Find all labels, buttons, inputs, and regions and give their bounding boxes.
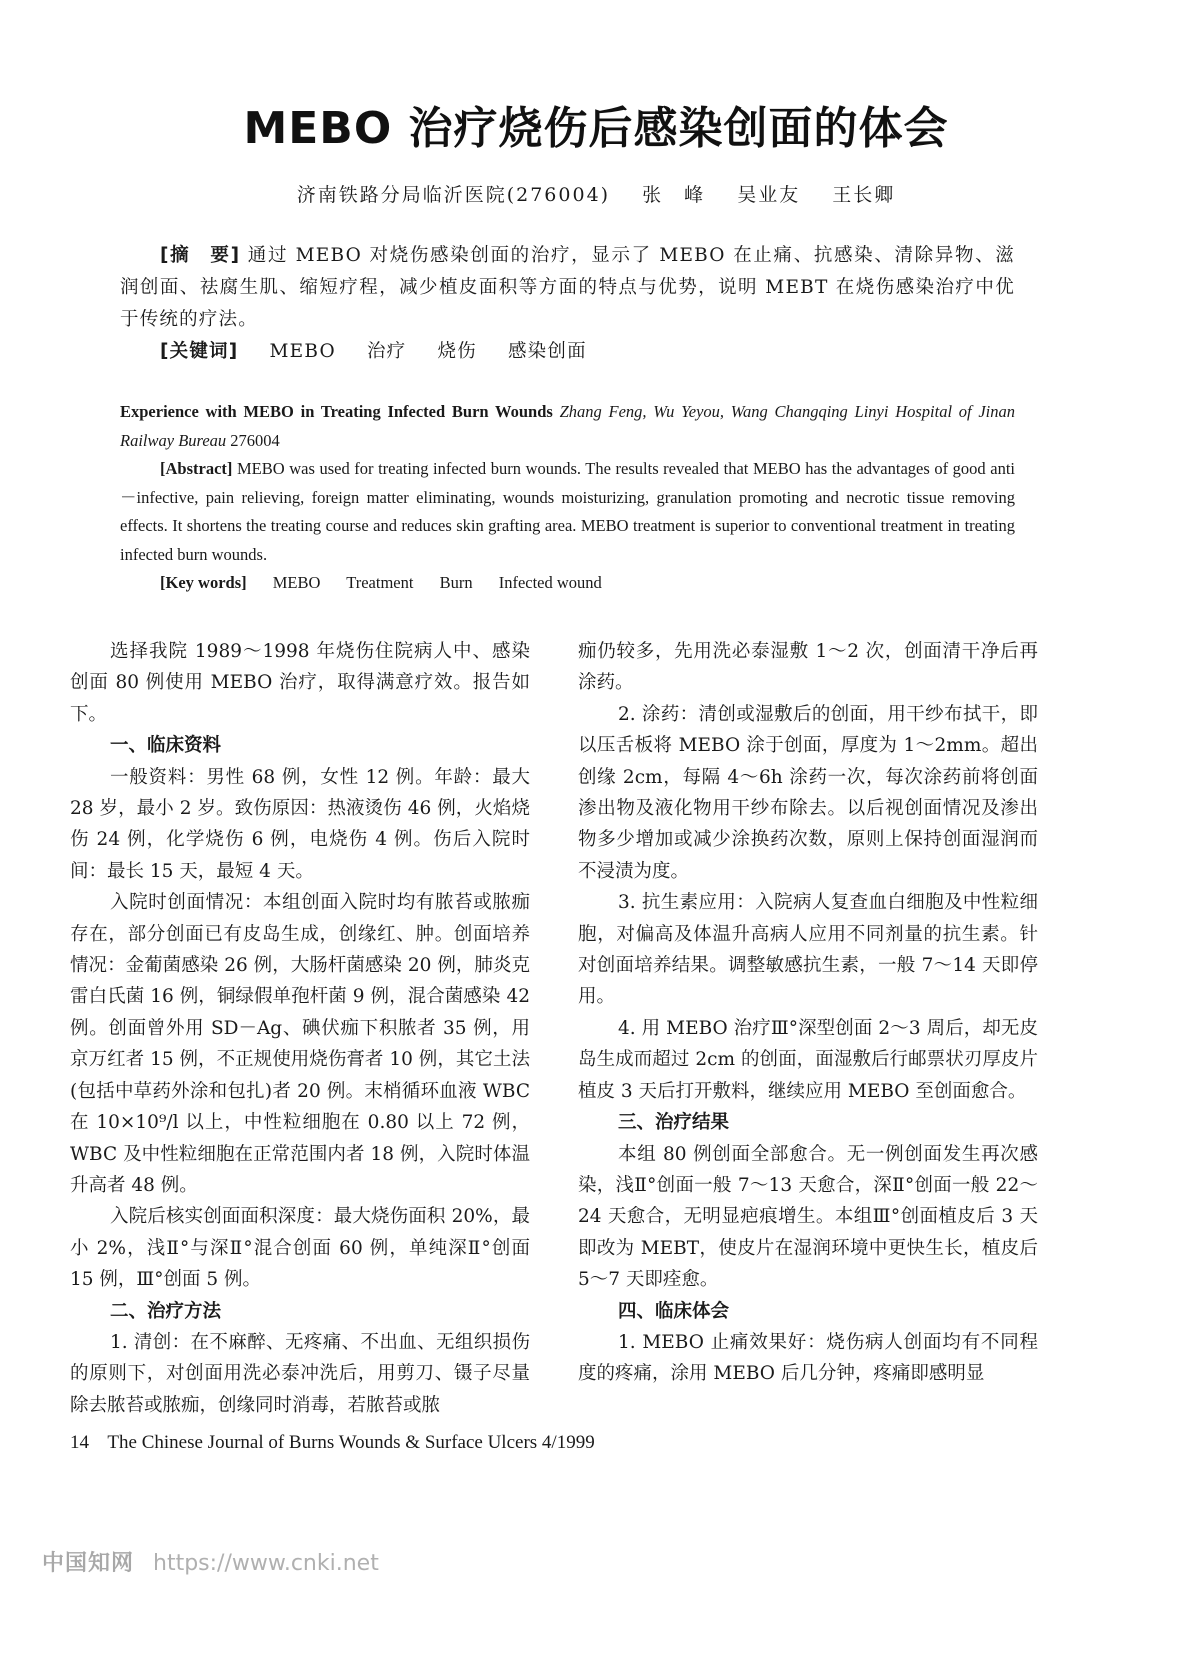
english-abstract-text: MEBO was used for treating infected burn wounds. The results revealed that MEBO has the advantages of good anti－infective, pain relieving, foreign matter eliminating, wounds moisturizing, granulation promoting and necrotic tissue removing effects. It shortens the treating course and reduces skin grafting area. MEBO treatment is superior to conventional treatment in treating infected burn wounds. [120, 459, 1015, 564]
english-abstract-label: [Abstract] [160, 459, 233, 478]
keywords-label: [关键词] [160, 341, 239, 362]
keyword: 治疗 [366, 341, 407, 362]
keywords-cn [120, 336, 1015, 368]
body-paragraph: 一般资料：男性 68 例，女性 12 例。年龄：最大 28 岁，最小 2 岁。致伤原因：热液烫伤 46 例，火焰烧伤 24 例，化学烧伤 6 例，电烧伤 4 例。伤后入院时间：最长 15 天，最短 4 天。 [70, 766, 530, 882]
body-paragraph: 1. MEBO 止痛效果好：烧伤病人创面均有不同程度的疼痛，涂用 MEBO 后几分钟，疼痛即感明显 [578, 1331, 1038, 1385]
english-keyword: Treatment [346, 573, 414, 592]
keyword: 感染创面 [507, 341, 587, 362]
watermark-url: https://www.cnki.net [153, 1551, 379, 1576]
body-paragraph: 2. 涂药：清创或湿敷后的创面，用干纱布拭干，即以压舌板将 MEBO 涂于创面，厚度为 1～2mm。超出创缘 2cm，每隔 4～6h 涂药一次，每次涂药前将创面渗出物及液化物用干纱布除去。以后视创面情况及渗出物多少增加或减少涂换药次数，原则上保持创面湿润而不浸渍为度。 [578, 703, 1038, 882]
author-name: 张 峰 [642, 184, 706, 206]
section-heading: 一、临床资料 [110, 735, 222, 757]
author-name: 吴业友 [737, 184, 801, 206]
body-left-column [70, 636, 530, 1421]
section-heading: 二、治疗方法 [110, 1300, 222, 1322]
article-title: MEBO 治疗烧伤后感染创面的体会 [243, 103, 949, 154]
keyword: 烧伤 [437, 341, 477, 362]
watermark-brand: 中国知网 [42, 1551, 135, 1576]
body-paragraph: 入院时创面情况：本组创面入院时均有脓苔或脓痂存在，部分创面已有皮岛生成，创缘红、肿。创面培养情况：金葡菌感染 26 例，大肠杆菌感染 20 例，肺炎克雷白氏菌 16 例，铜绿假单孢杆菌 9 例，混合菌感染 42 例。创面曾外用 SD－Ag、碘伏痂下积脓者 35 例，用京万红者 15 例，不正规使用烧伤膏者 10 例，其它土法(包括中草药外涂和包扎)者 20 例。末梢循环血液 WBC 在 10×10⁹/l 以上，中性粒细胞在 0.80 以上 72 例，WBC 及中性粒细胞在正常范围内者 18 例，入院时体温升高者 48 例。 [70, 892, 530, 1196]
body-paragraph: 4. 用 MEBO 治疗Ⅲ°深型创面 2～3 周后，却无皮岛生成而超过 2cm 的创面，面湿敷后行邮票状刃厚皮片植皮 3 天后打开敷料，继续应用 MEBO 至创面愈合。 [578, 1017, 1038, 1102]
author-name: 王长卿 [832, 184, 896, 206]
body-paragraph: 入院后核实创面面积深度：最大烧伤面积 20%，最小 2%，浅Ⅱ°与深Ⅱ°混合创面 60 例，单纯深Ⅱ°创面 15 例，Ⅲ°创面 5 例。 [70, 1206, 530, 1291]
english-keyword: Infected wound [498, 573, 602, 592]
body-right-column [578, 636, 1038, 1390]
abstract-text: 通过 MEBO 对烧伤感染创面的治疗，显示了 MEBO 在止痛、抗感染、清除异物、滋润创面、祛腐生肌、缩短疗程，减少植皮面积等方面的特点与优势，说明 MEBT 在烧伤感染治疗中优于传统的疗法。 [120, 245, 1015, 330]
english-keywords [120, 569, 1015, 598]
english-title: Experience with MEBO in Treating Infected Burn Wounds [120, 402, 553, 421]
english-keywords-label: [Key words] [160, 573, 247, 592]
english-keyword: Burn [439, 573, 473, 592]
english-postcode: 276004 [230, 430, 280, 450]
author-line [0, 180, 1192, 207]
body-paragraph: 本组 80 例创面全部愈合。无一例创面发生再次感染，浅Ⅱ°创面一般 7～13 天愈合，深Ⅱ°创面一般 22～24 天愈合，无明显疤痕增生。本组Ⅲ°创面植皮后 3 天即改为 MEBT，使皮片在湿润环境中更快生长，植皮后 5～7 天即痊愈。 [578, 1143, 1038, 1291]
chinese-abstract [120, 240, 1015, 368]
page-footer [70, 1432, 609, 1454]
english-authors: Zhang Feng, Wu Yeyou, Wang Changqing Linyi Hospital of Jinan Railway Bureau [120, 402, 1016, 450]
body-paragraph: 1. 清创：在不麻醉、无疼痛、不出血、无组织损伤的原则下，对创面用洗必泰冲洗后，用剪刀、镊子尽量除去脓苔或脓痂，创缘同时消毒，若脓苔或脓 [70, 1331, 530, 1416]
affiliation: 济南铁路分局临沂医院(276004) [296, 184, 611, 206]
section-heading: 三、治疗结果 [618, 1112, 730, 1134]
body-paragraph: 痂仍较多，先用洗必泰湿敷 1～2 次，创面清干净后再涂药。 [578, 641, 1038, 694]
abstract-label: [摘 要] [160, 245, 241, 266]
page-number: 14 [70, 1432, 89, 1453]
english-abstract [120, 398, 1015, 598]
body-paragraph: 选择我院 1989～1998 年烧伤住院病人中、感染创面 80 例使用 MEBO 治疗，取得满意疗效。报告如下。 [70, 641, 530, 725]
keyword: MEBO [269, 341, 336, 362]
body-paragraph: 3. 抗生素应用：入院病人复查血白细胞及中性粒细胞，对偏高及体温升高病人应用不同剂量的抗生素。针对创面培养结果。调整敏感抗生素，一般 7～14 天即停用。 [578, 892, 1038, 1008]
cnki-watermark [42, 1546, 379, 1577]
journal-name: The Chinese Journal of Burns Wounds & Surface Ulcers 4/1999 [107, 1432, 595, 1453]
section-heading: 四、临床体会 [618, 1300, 730, 1322]
english-keyword: MEBO [272, 573, 321, 592]
